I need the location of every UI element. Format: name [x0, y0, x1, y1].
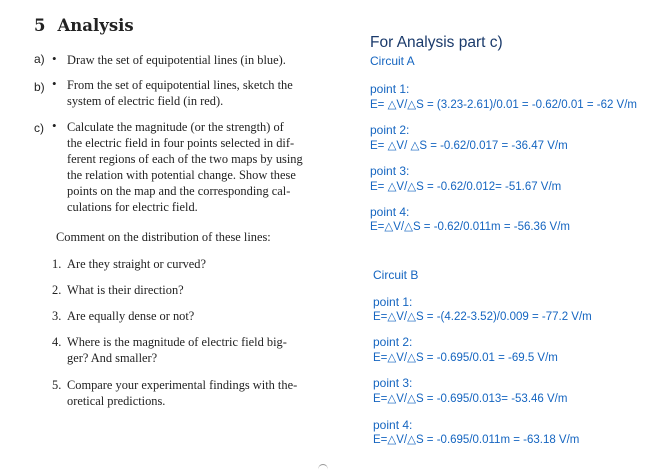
circuit-b-point-2-label: point 2: — [373, 335, 413, 349]
circuit-b-point-4-label: point 4: — [373, 418, 413, 432]
bullet-icon: • — [52, 76, 57, 91]
question-4-line-2: ger? And smaller? — [67, 351, 158, 365]
item-marker-b: b) — [34, 80, 45, 94]
bullet-icon: • — [52, 51, 57, 66]
circuit-b-point-4-formula: E=△V/△S = -0.695/0.011m = -63.18 V/m — [373, 434, 580, 446]
bullet-icon: • — [52, 118, 57, 133]
question-number: 3. — [52, 309, 62, 323]
question-2-text: What is their direction? — [67, 283, 184, 297]
item-c-line-1: Calculate the magnitude (or the strength) of — [67, 120, 284, 134]
item-b-line-1: From the set of equipotential lines, sketch the — [67, 78, 293, 92]
circuit-a-point-1-label: point 1: — [370, 82, 410, 96]
item-c-line-4: the relation with potential change. Show these — [67, 168, 296, 182]
circuit-b-point-3-formula: E=△V/△S = -0.695/0.013= -53.46 V/m — [373, 393, 568, 405]
item-marker-a: a) — [34, 52, 45, 66]
question-5-line-2: oretical predictions. — [67, 394, 166, 408]
circuit-b-point-3-label: point 3: — [373, 376, 413, 390]
item-c-line-5: points on the map and the corresponding cal- — [67, 184, 291, 198]
question-3-text: Are equally dense or not? — [67, 309, 195, 323]
question-1-text: Are they straight or curved? — [67, 257, 206, 271]
section-number: 5 — [34, 16, 46, 35]
section-heading — [34, 16, 134, 35]
item-c-line-3: ferent regions of each of the two maps by using — [67, 152, 303, 166]
circuit-b-label: Circuit B — [373, 268, 419, 282]
item-marker-c: c) — [34, 121, 44, 135]
question-number: 4. — [52, 335, 62, 349]
item-c-line-2: the electric field in four points selected in dif- — [67, 136, 295, 150]
circuit-a-point-2-label: point 2: — [370, 123, 410, 137]
circuit-a-point-2-formula: E= △V/ △S = -0.62/0.017 = -36.47 V/m — [370, 140, 568, 152]
circuit-a-point-4-label: point 4: — [370, 205, 410, 219]
question-number: 1. — [52, 257, 62, 271]
question-4-line-1: Where is the magnitude of electric field big- — [67, 335, 287, 349]
circuit-a-point-1-formula: E= △V/△S = (3.23-2.61)/0.01 = -0.62/0.01 = -62 V/m — [370, 99, 638, 111]
circuit-a-point-4-formula: E=△V/△S = -0.62/0.011m = -56.36 V/m — [370, 221, 570, 233]
comment-intro: Comment on the distribution of these lines: — [56, 230, 271, 244]
section-title: Analysis — [57, 16, 134, 35]
item-a-line-1: Draw the set of equipotential lines (in blue). — [67, 53, 286, 67]
question-5-line-1: Compare your experimental findings with the- — [67, 378, 298, 392]
circuit-a-label: Circuit A — [370, 54, 415, 68]
question-number: 2. — [52, 283, 62, 297]
item-c-line-6: culations for electric field. — [67, 200, 198, 214]
circuit-a-point-3-formula: E= △V/△S = -0.62/0.012= -51.67 V/m — [370, 181, 562, 193]
circuit-a-point-3-label: point 3: — [370, 164, 410, 178]
question-number: 5. — [52, 378, 62, 392]
circuit-b-point-1-label: point 1: — [373, 295, 413, 309]
page-fold-mark — [318, 464, 328, 475]
notes-title: For Analysis part c) — [370, 34, 503, 51]
circuit-b-point-2-formula: E=△V/△S = -0.695/0.01 = -69.5 V/m — [373, 352, 558, 364]
item-b-line-2: system of electric field (in red). — [67, 94, 224, 108]
circuit-b-point-1-formula: E=△V/△S = -(4.22-3.52)/0.009 = -77.2 V/m — [373, 311, 592, 323]
